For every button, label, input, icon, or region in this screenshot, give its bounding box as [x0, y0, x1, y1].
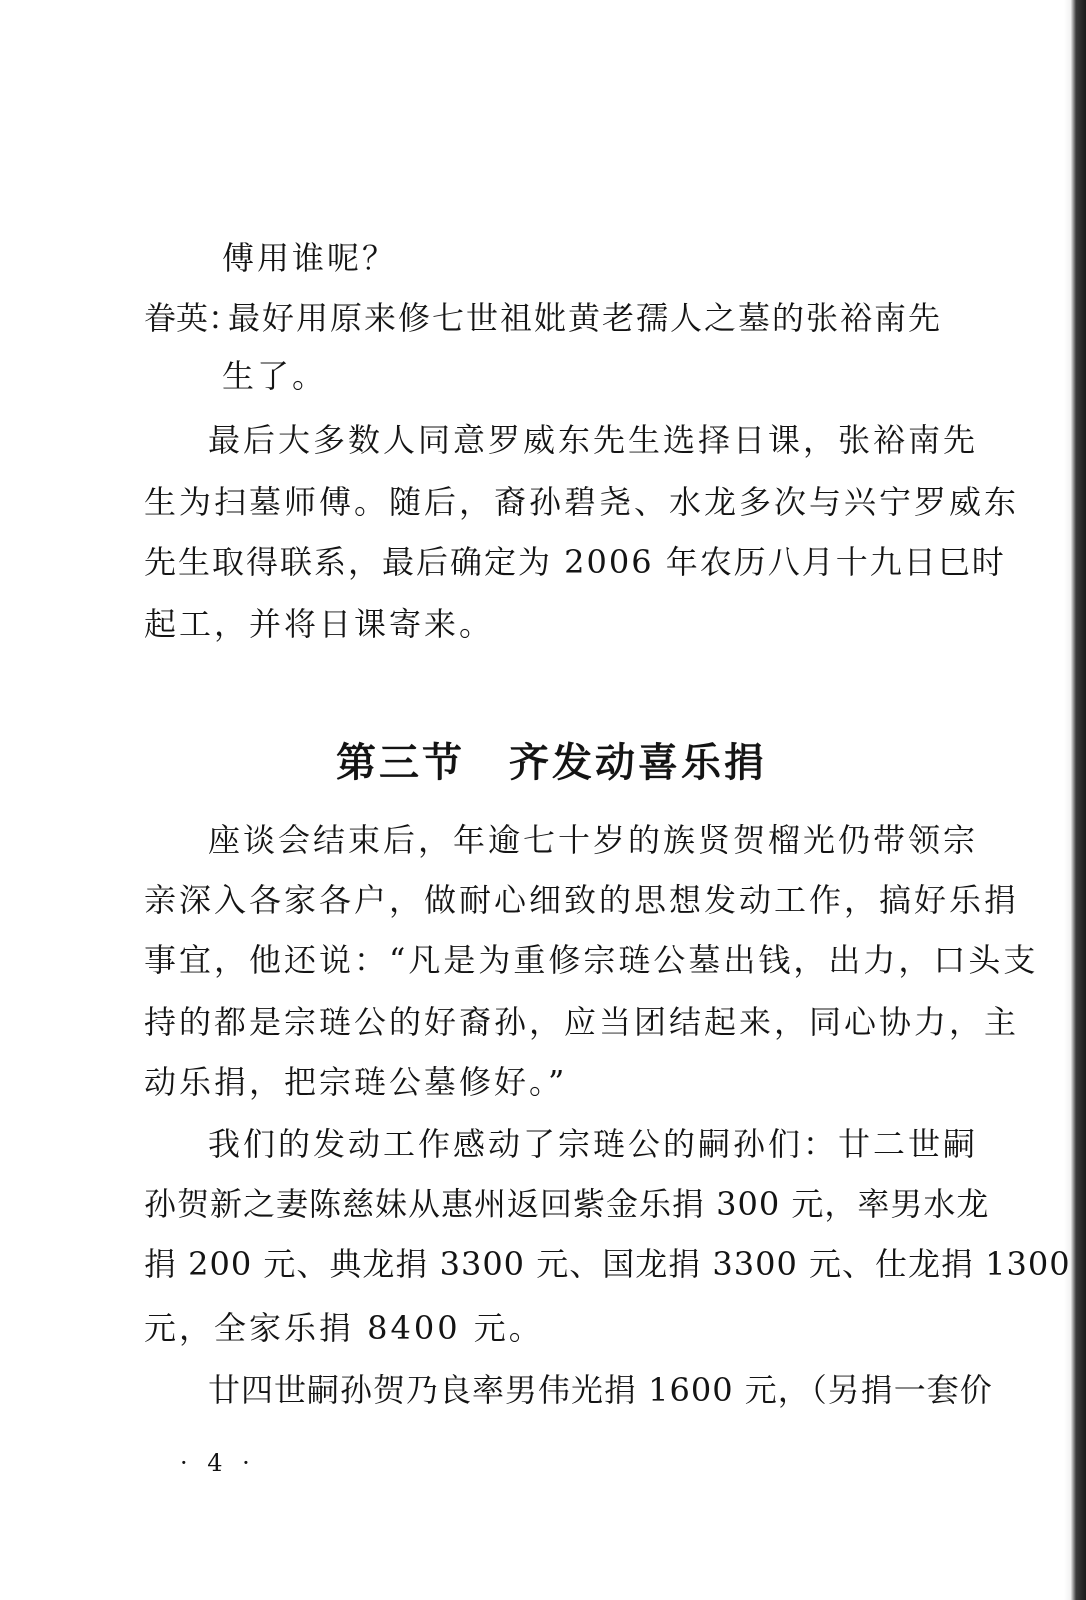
dialogue-line-1: 傅用谁呢？: [222, 239, 398, 277]
paragraph-2-line-4: 持的都是宗琏公的好裔孙，应当团结起来，同心协力，主: [144, 1003, 1020, 1041]
paragraph-3-line-4: 元，全家乐捐 8400 元。: [144, 1309, 544, 1347]
section-title: 齐发动喜乐捐: [509, 740, 767, 786]
section-number: 第三节: [336, 740, 465, 786]
paragraph-3-line-1: 我们的发动工作感动了宗琏公的嗣孙们：廿二世嗣: [208, 1125, 979, 1163]
paragraph-3-line-2: 孙贺新之妻陈慈妹从惠州返回紫金乐捐 300 元，率男水龙: [144, 1185, 990, 1223]
page-edge-shadow: [1064, 0, 1086, 1600]
paragraph-1-line-3: 先生取得联系，最后确定为 2006 年农历八月十九日巳时: [144, 543, 1006, 581]
page-number: · 4 ·: [180, 1449, 256, 1477]
paragraph-4-line-1: 廿四世嗣孙贺乃良率男伟光捐 1600 元，（另捐一套价: [208, 1371, 993, 1409]
dialogue-speaker: 眷英：: [144, 299, 241, 337]
paragraph-2-line-1: 座谈会结束后，年逾七十岁的族贤贺榴光仍带领宗: [208, 821, 979, 859]
paragraph-1-line-2: 生为扫墓师傅。随后，裔孙碧尧、水龙多次与兴宁罗威东: [144, 483, 1020, 521]
dialogue-line-2: 最好用原来修七世祖妣黄老孺人之墓的张裕南先: [228, 299, 943, 337]
paragraph-2-line-2: 亲深入各家各户，做耐心细致的思想发动工作，搞好乐捐: [144, 881, 1020, 919]
paragraph-1-line-4: 起工，并将日课寄来。: [144, 605, 495, 643]
dialogue-line-3: 生了。: [222, 357, 328, 395]
section-heading: [336, 738, 767, 788]
paragraph-3-line-3: 捐 200 元、典龙捐 3300 元、国龙捐 3300 元、仕龙捐 1300: [144, 1245, 1071, 1283]
paragraph-2-line-3: 事宜，他还说：“凡是为重修宗琏公墓出钱，出力，口头支: [144, 941, 1039, 979]
paragraph-1-line-1: 最后大多数人同意罗威东先生选择日课，张裕南先: [208, 421, 979, 459]
paragraph-2-line-5: 动乐捐，把宗琏公墓修好。”: [144, 1063, 568, 1101]
